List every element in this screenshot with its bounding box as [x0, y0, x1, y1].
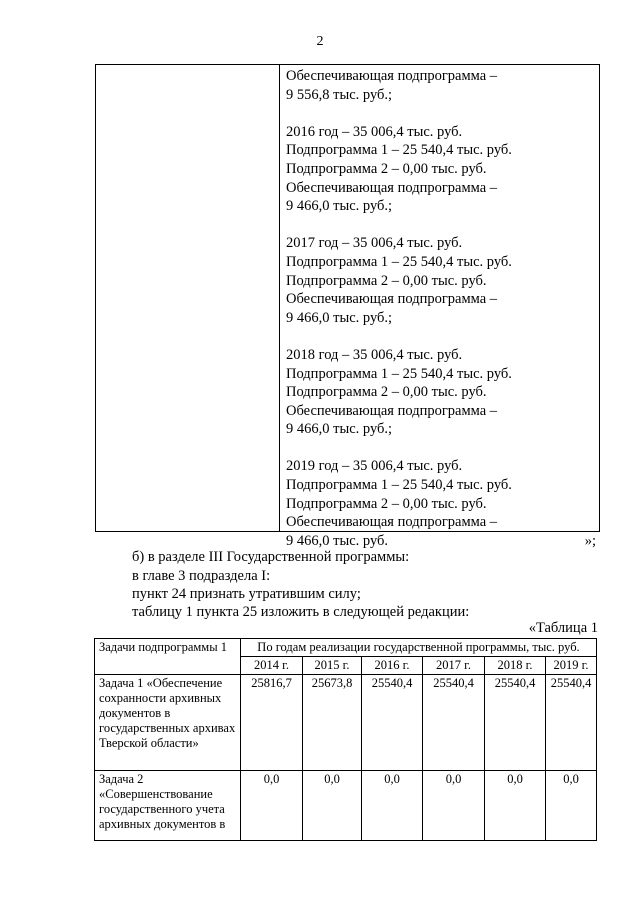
closing-quote: »;: [584, 533, 596, 549]
col-header-years-group: По годам реализации государственной программы, тыс. руб.: [241, 639, 597, 657]
value-cell: 0,0: [303, 771, 362, 841]
subprogram-1: Подпрограмма 1 – 25 540,4 тыс. руб.: [286, 253, 512, 270]
value-cell: 25540,4: [423, 675, 485, 771]
subprogram-2: Подпрограмма 2 – 0,00 тыс. руб.: [286, 384, 487, 401]
paragraph: в главе 3 подраздела I:: [132, 568, 271, 584]
subprogram-2: Подпрограмма 2 – 0,00 тыс. руб.: [286, 160, 487, 177]
value-cell: 0,0: [362, 771, 423, 841]
year-header: 2018 г.: [485, 657, 546, 675]
task-cell: Задача 1 «Обеспечение сохранности архивных документов в государственных архивах Тверской области»: [95, 675, 241, 771]
page-number: 2: [316, 34, 324, 49]
table-row: [95, 771, 597, 841]
value-cell: 25673,8: [303, 675, 362, 771]
value-cell: 25540,4: [362, 675, 423, 771]
support-subprogram: Обеспечивающая подпрограмма –: [286, 179, 498, 196]
value-cell: 0,0: [485, 771, 546, 841]
year-header: 2015 г.: [303, 657, 362, 675]
intro-line: 9 556,8 тыс. руб.;: [286, 86, 393, 103]
paragraph: таблицу 1 пункта 25 изложить в следующей редакции:: [132, 604, 470, 620]
intro-line: Обеспечивающая подпрограмма –: [286, 68, 498, 84]
support-amount: 9 466,0 тыс. руб.;: [286, 421, 393, 438]
subprogram-1: Подпрограмма 1 – 25 540,4 тыс. руб.: [286, 142, 512, 159]
value-cell: 25816,7: [241, 675, 303, 771]
year-total: 2018 год – 35 006,4 тыс. руб.: [286, 346, 463, 363]
funding-content: [286, 67, 596, 550]
tasks-table: [94, 638, 597, 841]
subprogram-1: Подпрограмма 1 – 25 540,4 тыс. руб.: [286, 365, 512, 382]
column-divider: [279, 65, 280, 531]
col-header-tasks: Задачи подпрограммы 1: [95, 639, 241, 675]
table-caption: «Таблица 1: [528, 620, 598, 636]
paragraph: б) в разделе III Государственной программы:: [132, 549, 410, 565]
table-header-row: [95, 639, 597, 657]
value-cell: 0,0: [546, 771, 597, 841]
subprogram-1: Подпрограмма 1 – 25 540,4 тыс. руб.: [286, 477, 512, 494]
year-header: 2019 г.: [546, 657, 597, 675]
support-amount: 9 466,0 тыс. руб.: [286, 532, 389, 549]
year-header: 2017 г.: [423, 657, 485, 675]
support-subprogram: Обеспечивающая подпрограмма –: [286, 514, 498, 531]
year-total: 2019 год – 35 006,4 тыс. руб.: [286, 458, 463, 475]
year-total: 2016 год – 35 006,4 тыс. руб.: [286, 123, 463, 140]
year-header: 2014 г.: [241, 657, 303, 675]
support-amount: 9 466,0 тыс. руб.;: [286, 309, 393, 326]
subprogram-2: Подпрограмма 2 – 0,00 тыс. руб.: [286, 272, 487, 289]
task-cell: Задача 2 «Совершенствование государственного учета архивных документов в: [95, 771, 241, 841]
value-cell: 25540,4: [546, 675, 597, 771]
support-subprogram: Обеспечивающая подпрограмма –: [286, 402, 498, 419]
table-row: [95, 675, 597, 771]
subprogram-2: Подпрограмма 2 – 0,00 тыс. руб.: [286, 495, 487, 512]
value-cell: 0,0: [423, 771, 485, 841]
value-cell: 25540,4: [485, 675, 546, 771]
support-subprogram: Обеспечивающая подпрограмма –: [286, 291, 498, 308]
funding-table: [95, 64, 600, 549]
value-cell: 0,0: [241, 771, 303, 841]
year-total: 2017 год – 35 006,4 тыс. руб.: [286, 235, 463, 252]
paragraph: пункт 24 признать утратившим силу;: [132, 586, 361, 602]
support-amount: 9 466,0 тыс. руб.;: [286, 198, 393, 215]
year-header: 2016 г.: [362, 657, 423, 675]
